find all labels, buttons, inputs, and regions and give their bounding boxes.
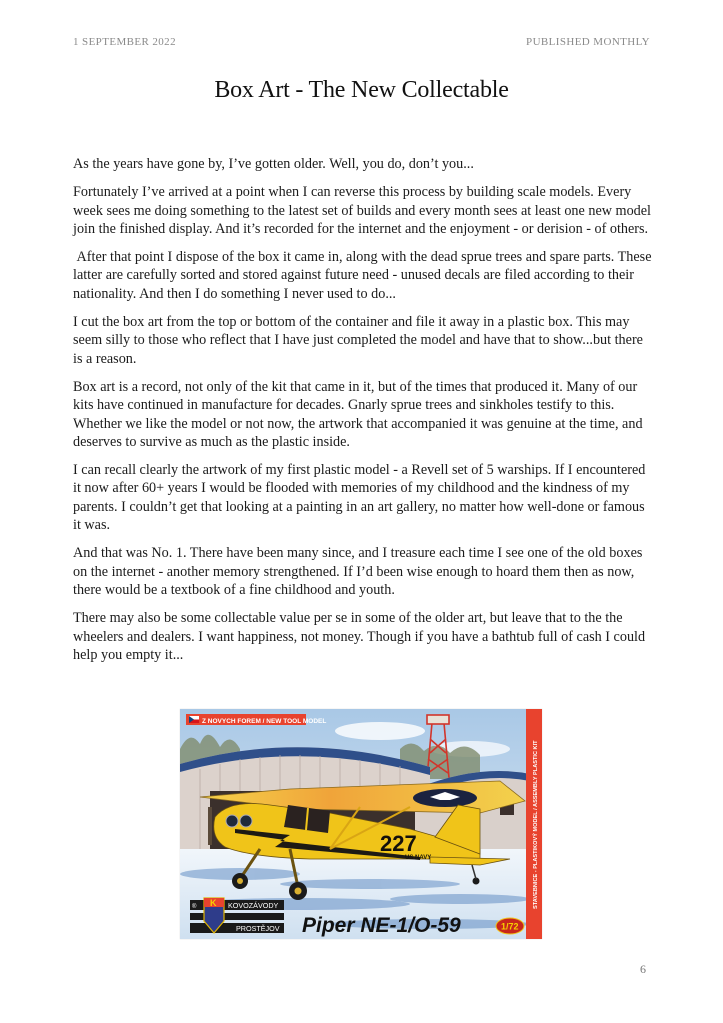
new-tool-banner-text: Z NOVYCH FOREM / NEW TOOL MODEL xyxy=(202,718,327,725)
svg-text:®: ® xyxy=(192,904,197,910)
paragraph: I can recall clearly the artwork of my first plastic model - a Revell set of 5 warships. If I encountered it now after 60+ years I would be flooded with memories of my childhood and the kindness of my parents. I couldn’t get that looking at a painting in an art gallery, no matter how well-done or famous it was. xyxy=(73,462,646,534)
kit-name: Piper NE-1/O-59 xyxy=(302,914,461,937)
paragraph: I cut the box art from the top or bottom of the container and file it away in a plastic box. This may seem silly to those who reflect that I have just completed the model and have that to show...but there is a reason. xyxy=(73,314,643,367)
article-title: Box Art - The New Collectable xyxy=(214,77,509,103)
paragraph: Box art is a record, not only of the kit that came in it, but of the times that produced it. Many of our kits have continued in manufacture for decades. Gnarly sprue trees and sinkholes testify to this. Whether we like the model or not now, the artwork that accompanied it was genuine at the time, and deserves to survive as much as the plastic inside. xyxy=(73,378,643,450)
article-body xyxy=(73,155,656,674)
maker-name-top: KOVOZÁVODY xyxy=(228,901,279,910)
paragraph: As the years have gone by, I’ve gotten older. Well, you do, don’t you... xyxy=(73,156,474,172)
paragraph: And that was No. 1. There have been many since, and I treasure each time I see one of the old boxes on the internet - another memory strengthened. If I’d been wise enough to hoard them then as now, there would be a textbook of a fine childhood and youth. xyxy=(73,545,643,598)
maker-name-bottom: PROSTĚJOV xyxy=(236,924,280,933)
page-number: 6 xyxy=(640,962,646,976)
paragraph: There may also be some collectable value per se in some of the older art, but leave that to the the wheelers and dealers. I want happiness, not money. Though if you have a bathtub full of cash I could help you empty it... xyxy=(73,610,646,663)
running-header xyxy=(73,36,650,50)
paragraph: After that point I dispose of the box it came in, along with the dead sprue trees and spare parts. These latter are carefully sorted and stored against future need - unused decals are filed according to their nationality. And then I do something I never used to do... xyxy=(73,249,656,302)
scale-label: 1/72 xyxy=(501,921,519,932)
manufacturer-logo xyxy=(190,898,284,933)
box-art-image xyxy=(180,709,542,939)
svg-text:K: K xyxy=(210,898,217,908)
aircraft-marking: US NAVY xyxy=(405,855,432,861)
issue-date: 1 SEPTEMBER 2022 xyxy=(73,36,176,48)
paragraph: Fortunately I’ve arrived at a point when I can reverse this process by building scale models. Every week sees me doing something to the latest set of builds and every month sees at least one new model join the finished display. And it’s recorded for the internet and the enjoyment - or derision - of others. xyxy=(73,184,652,237)
side-strip-text: STAVEBNICE - PLASTIKOVÝ MODEL / ASSEMBLY PLASTIC KIT xyxy=(533,740,539,909)
publication-frequency: PUBLISHED MONTHLY xyxy=(526,36,650,48)
aircraft-number: 227 xyxy=(380,831,417,856)
